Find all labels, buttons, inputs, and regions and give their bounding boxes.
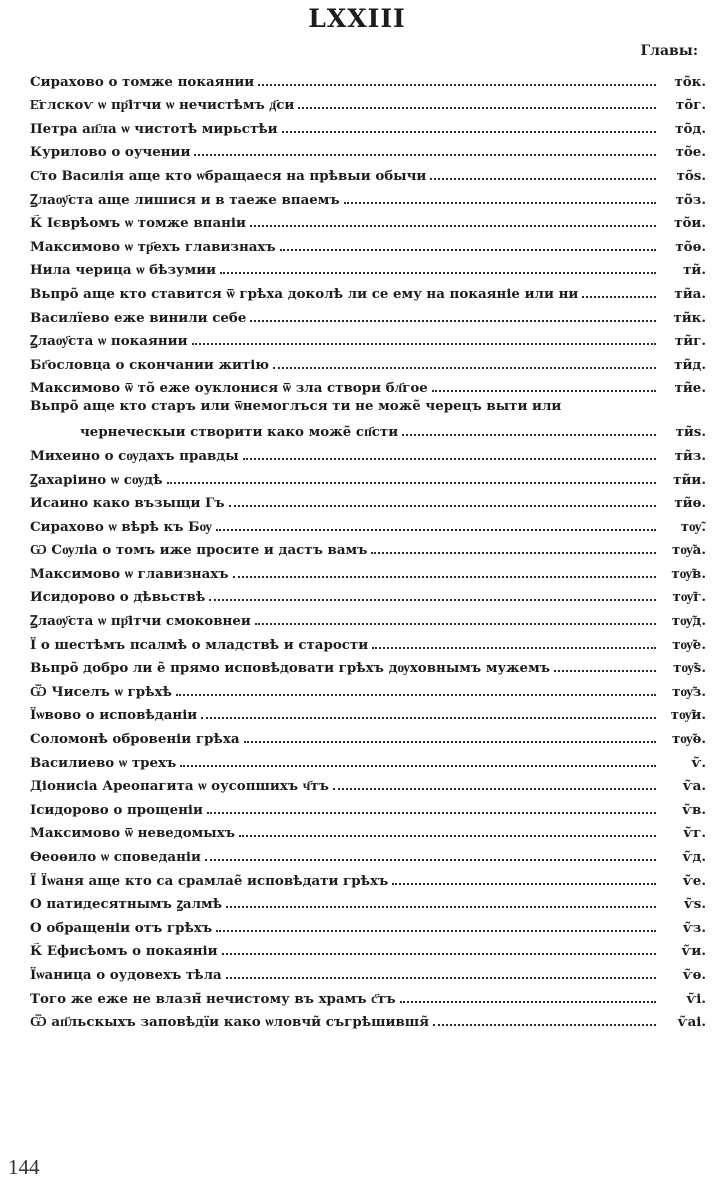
toc-entry (30, 723, 706, 747)
toc-entry (30, 1007, 706, 1031)
entry-text: Ꙁлаѹ҃ста ѡ пр҃ітчи смоковнеи (30, 613, 251, 630)
table-of-contents (30, 66, 706, 1030)
dot-leader (430, 178, 656, 180)
toc-entry (30, 818, 706, 842)
toc-entry (30, 113, 706, 137)
entry-number: тѹ̃ѕ. (673, 660, 706, 677)
toc-entry (30, 747, 706, 771)
toc-entry (30, 160, 706, 184)
dot-leader (222, 953, 656, 955)
entry-number: ѵ̃е. (682, 872, 706, 889)
chapter-title: LXXIII (308, 4, 406, 33)
dot-leader (220, 272, 656, 274)
toc-entry (30, 231, 706, 255)
dot-leader (333, 788, 656, 790)
toc-entry (30, 676, 706, 700)
entry-text: С҃то Василія аще кто ѡбращаеся на прѣвыи обычи (30, 167, 427, 184)
dot-leader (207, 812, 656, 814)
toc-entry (30, 488, 706, 512)
entry-number: ѵ̃д. (682, 849, 706, 865)
entry-number: ти̃ѳ. (674, 495, 706, 512)
entry-text: Вьпро̃ аще кто старъ или ѿнемоглъся ти не може̃ черецъ выти или (30, 398, 562, 415)
dot-leader (250, 225, 656, 227)
entry-text: Курилово о оучении (30, 144, 191, 161)
entry-text: Сирахово о томже покаянии (30, 73, 255, 90)
toc-entry (30, 582, 706, 606)
entry-number: ѵ̃в. (682, 801, 706, 818)
dot-leader (273, 367, 656, 369)
toc-entry (30, 653, 706, 677)
entry-text: Ѡ Сѹліа о томъ иже просите и дастъ вамъ (30, 542, 368, 559)
entry-text: Діонисіа Ареопагита ѡ оусопшихъ ч҃тъ (30, 778, 329, 795)
entry-number: ѵ̃аі. (677, 1014, 706, 1031)
dot-leader (176, 694, 656, 696)
dot-leader (371, 552, 656, 554)
dot-leader (244, 741, 656, 743)
entry-number: ти̃ѕ. (675, 424, 706, 441)
toc-entry (30, 889, 706, 913)
toc-entry (30, 983, 706, 1007)
entry-number: ѵ̃ѳ. (682, 966, 706, 983)
entry-text: Ї Їѡаня аще кто са срамлае̃ исповѣдати грѣхъ (30, 872, 389, 889)
dot-leader (258, 84, 656, 86)
column-header-chapters: Главы: (640, 43, 698, 59)
entry-number: ѵ̃и. (681, 943, 706, 960)
dot-leader (209, 599, 656, 601)
dot-leader (250, 320, 656, 322)
entry-number: ѵ̃. (691, 754, 706, 771)
entry-number: то̃и. (674, 215, 706, 232)
dot-leader (216, 529, 656, 531)
dot-leader (372, 647, 656, 649)
entry-number: ти̃е. (674, 380, 706, 397)
toc-entry (30, 841, 706, 865)
entry-number: то̃д. (675, 120, 706, 137)
toc-entry (30, 629, 706, 653)
dot-leader (194, 154, 656, 156)
entry-text: Василїево еже винили себе (30, 309, 247, 326)
entry-text: Нила черица ѡ бѣзумии (30, 262, 217, 279)
toc-entry (30, 794, 706, 818)
dot-leader (201, 717, 656, 719)
dot-leader (282, 131, 656, 133)
entry-number: тѹ̃и. (670, 707, 706, 724)
entry-text: Максимово ѡ главизнахъ (30, 565, 229, 582)
entry-text: Вьпро̃ добро ли е̃ прямо исповѣдовати грѣхъ дѹховнымъ мужемъ (30, 660, 550, 677)
entry-text: К̃ Ефисѣомъ о покаяніи (30, 943, 218, 960)
entry-text: Исаино како възыщи Гъ (30, 495, 225, 512)
dot-leader (298, 107, 656, 109)
toc-entry (30, 959, 706, 983)
entry-number: тѹ̃. (680, 518, 706, 535)
dot-leader (280, 249, 656, 251)
dot-leader (205, 859, 656, 861)
entry-number: то̃ѳ. (675, 238, 706, 255)
entry-number: ѵ̃з. (682, 919, 706, 936)
entry-text: Исидорово о дѣвьствѣ (30, 589, 206, 606)
entry-text: Василиево ѡ трехъ (30, 754, 177, 771)
toc-entry (30, 66, 706, 90)
entry-text: Е҃глскоѵ ѡ пр҃ітчи ѡ нечистѣмъ д҃си (30, 97, 295, 114)
toc-entry (30, 464, 706, 488)
dot-leader (554, 670, 656, 672)
dot-leader (233, 576, 657, 578)
entry-text: Сирахово ѡ вѣрѣ къ Бѹ (30, 518, 212, 535)
toc-entry (30, 771, 706, 795)
entry-text: Ѳеоѳило ѡ споведаніи (30, 849, 201, 865)
toc-entry (30, 184, 706, 208)
entry-text: Ꙁлаѹ҃ста ѡ покаянии (30, 333, 188, 350)
dot-leader (192, 343, 656, 345)
entry-number: ти̃. (683, 262, 706, 279)
entry-number: ѵ̃г. (683, 825, 706, 842)
toc-entry (30, 440, 706, 464)
dot-leader (229, 505, 656, 507)
entry-number: тѹ̃г. (672, 589, 706, 606)
entry-number: тѹ̃е. (672, 636, 706, 653)
entry-text: Петра ап҃ла ѡ чистотѣ мирьстѣи (30, 120, 278, 137)
toc-entry (30, 208, 706, 232)
entry-text: К̃ Ієврѣомъ ѡ томже впаніи (30, 215, 246, 232)
entry-number: ти̃д. (674, 356, 706, 373)
entry-text: Того же еже не влазн̃ нечистому въ храмъ с҃тъ (30, 990, 396, 1007)
entry-number: тѹ̃д. (671, 613, 706, 630)
page-number: 144 (8, 1155, 40, 1179)
entry-text: Максимово ѡ тр҃ехъ главизнахъ (30, 238, 276, 255)
toc-entry (30, 605, 706, 629)
toc-entry (30, 278, 706, 302)
entry-text: О обращеніи отъ грѣхъ (30, 919, 213, 936)
entry-number: ти̃а. (674, 285, 706, 302)
dot-leader (180, 765, 656, 767)
toc-entry (30, 137, 706, 161)
dot-leader (216, 930, 656, 932)
dot-leader (255, 623, 656, 625)
entry-number: то̃е. (675, 144, 706, 161)
toc-entry (30, 302, 706, 326)
entry-number: ѵ̃і. (686, 990, 706, 1007)
dot-leader (344, 202, 656, 204)
entry-text: Вьпро̃ аще кто ставится ѿ грѣха доколѣ ли се ему на покаяніе или ни (30, 285, 579, 302)
entry-number: ти̃з. (674, 447, 706, 464)
entry-text: Бг҃ословца о скончании житію (30, 356, 270, 373)
entry-text: Їѡвово о исповѣданіи (30, 707, 198, 724)
toc-entry (30, 936, 706, 960)
entry-text: Максимово ѿ неведомыхъ (30, 825, 235, 842)
entry-text: Ѿ ап҃льскыхъ заповѣдїи како ѡловчи̃ съгрѣшившя̃ (30, 1014, 430, 1031)
toc-entry (30, 255, 706, 279)
toc-entry (30, 865, 706, 889)
dot-leader (402, 434, 656, 436)
toc-entry (30, 511, 706, 535)
dot-leader (226, 977, 656, 979)
entry-number: ти̃к. (673, 309, 706, 326)
entry-text: О патидесятнымъ ꙁалмѣ (30, 896, 223, 913)
entry-number: ѵ̃а. (682, 778, 706, 795)
dot-leader (239, 835, 656, 837)
entry-text: Ѿ Чиселъ ѡ грѣхѣ (30, 683, 172, 700)
entry-number: то̃г. (675, 97, 706, 114)
entry-text: Михеино о сѹдахъ правды (30, 447, 239, 464)
entry-number: тѹ̃а. (672, 542, 706, 559)
entry-number: тѹ̃ѳ. (671, 731, 706, 748)
entry-number: ти̃и. (673, 471, 706, 488)
entry-text-continuation: чернеческыи створити како може̃ сп҃сти (80, 424, 399, 441)
entry-text: Максимово ѿ то̃ еже оуклонися ѿ зла створи бл҃гое (30, 380, 428, 397)
dot-leader (226, 906, 656, 908)
toc-entry (30, 373, 706, 397)
toc-entry (30, 558, 706, 582)
entry-number: тѹ̃з. (672, 683, 706, 700)
toc-entry (30, 700, 706, 724)
entry-number: ти̃г. (674, 333, 706, 350)
dot-leader (392, 883, 656, 885)
toc-entry (30, 326, 706, 350)
toc-entry (30, 912, 706, 936)
dot-leader (582, 296, 656, 298)
entry-number: то̃з. (675, 191, 706, 208)
dot-leader (433, 1024, 656, 1026)
toc-entry (30, 90, 706, 114)
toc-entry (30, 349, 706, 373)
dot-leader (167, 482, 656, 484)
dot-leader (400, 1001, 656, 1003)
dot-leader (243, 458, 656, 460)
entry-number: тѹ̃в. (671, 565, 706, 582)
toc-entry (30, 535, 706, 559)
toc-entry-multiline (30, 396, 706, 440)
entry-number: то̃к. (674, 73, 706, 90)
entry-text: Їѡаница о оудовехъ тѣла (30, 966, 222, 983)
entry-text: Ісидорово о прощеніи (30, 801, 203, 818)
entry-number: ѵ̃ѕ. (683, 896, 706, 913)
entry-number: то̃ѕ. (676, 167, 706, 184)
entry-text: Ꙁахаріино ѡ сѹдѣ (30, 471, 163, 488)
entry-text: Ꙁлаѹ҃ста аще лишися и в таеже впаемъ (30, 191, 340, 208)
entry-text: Соломонѣ обровеніи грѣха (30, 731, 240, 748)
entry-text: Ї о шестѣмъ псалмѣ о младствѣ и старости (30, 636, 369, 653)
dot-leader (432, 390, 656, 392)
